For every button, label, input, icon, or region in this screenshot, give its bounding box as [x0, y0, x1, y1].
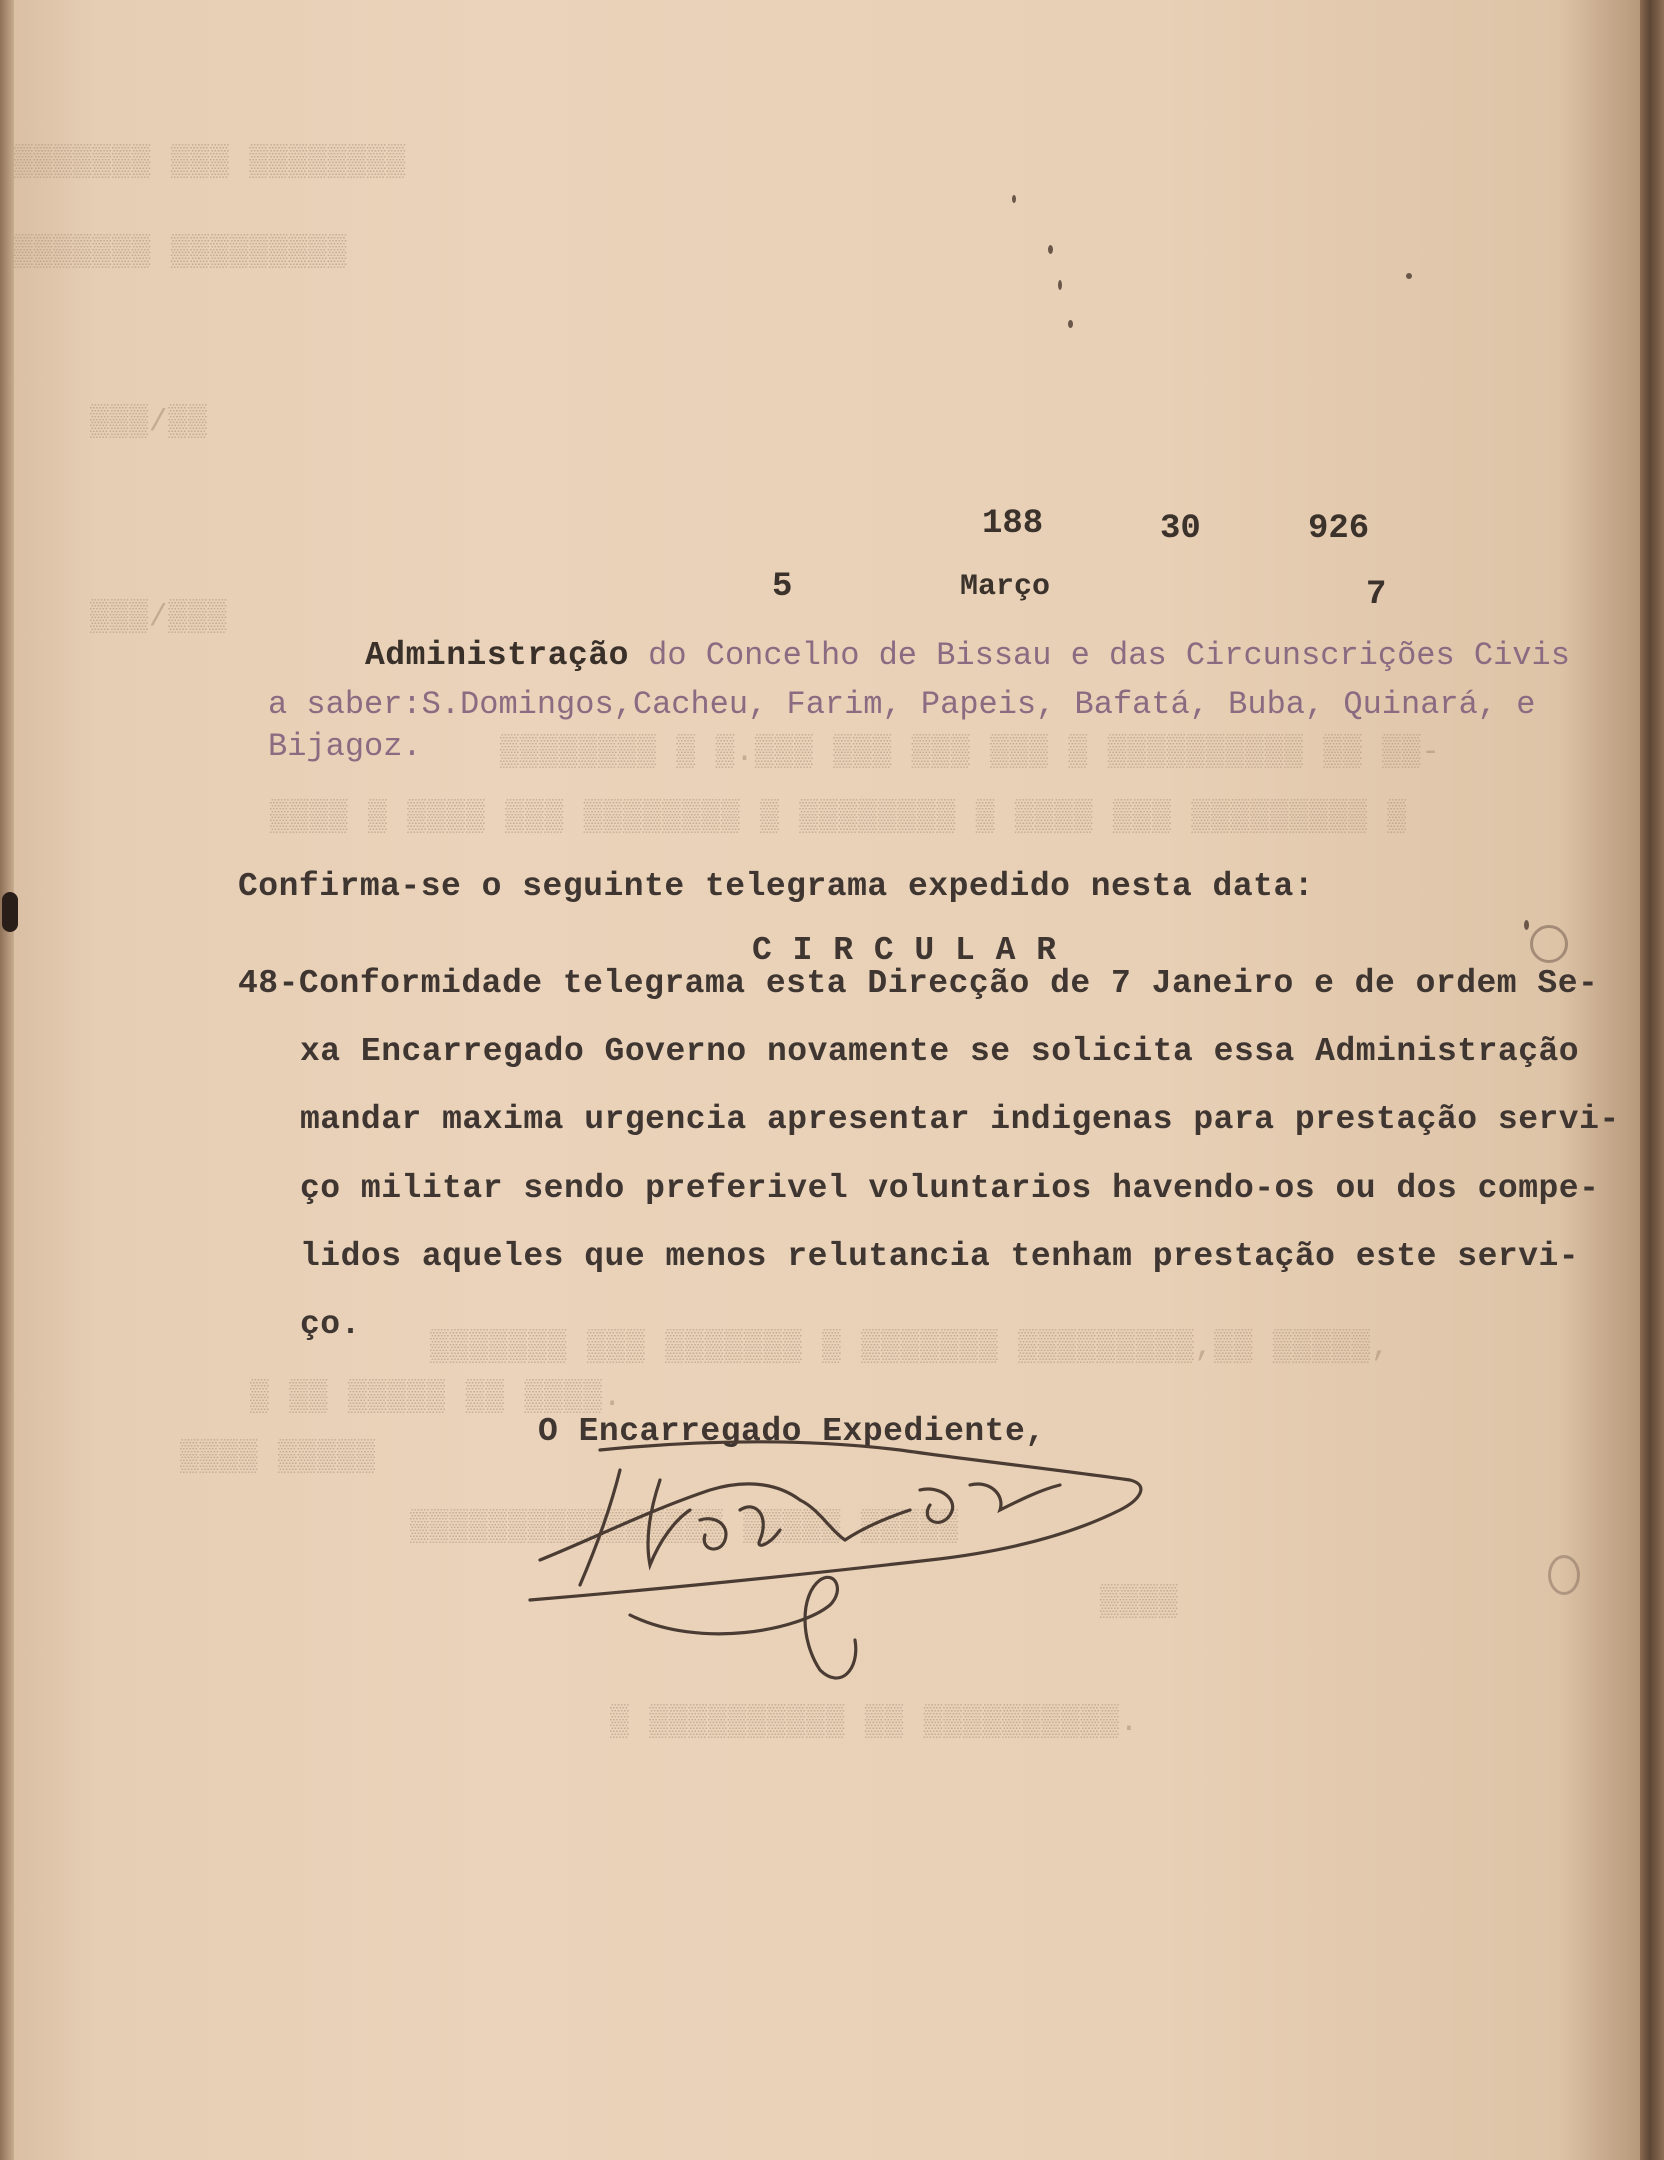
reference-number-2: 30	[1160, 510, 1201, 548]
bleed-through-text: ▒▒▒▒ ▒ ▒▒▒▒ ▒▒▒ ▒▒▒▒▒▒▒▒ ▒ ▒▒▒▒▒▒▒▒ ▒ ▒▒▒▒ ▒▒▒ ▒▒▒▒▒▒▒▒▒ ▒	[270, 800, 1407, 835]
body-line-6: ço.	[300, 1306, 361, 1343]
bleed-through-text: ▒ ▒▒ ▒▒▒▒▒ ▒▒ ▒▒▒▒.	[250, 1380, 623, 1415]
signatory-line: O Encarregado Expediente,	[538, 1413, 1046, 1450]
bleed-through-text: ▒▒▒▒▒▒▒▒ ▒ ▒.▒▒▒ ▒▒▒ ▒▒▒ ▒▒▒ ▒ ▒▒▒▒▒▒▒▒▒▒ ▒▒ ▒▒-	[500, 735, 1441, 770]
bleed-through-text: ▒▒▒/▒▒	[90, 405, 208, 440]
body-line-3: mandar maxima urgencia apresentar indigenas para prestação servi-	[300, 1101, 1620, 1138]
date-year: 7	[1366, 576, 1387, 614]
bleed-through-text: ▒ ▒▒▒▒▒▒▒▒▒▒ ▒▒ ▒▒▒▒▒▒▒▒▒▒.	[610, 1705, 1140, 1740]
addressee-line-1	[365, 637, 1570, 674]
bleed-through-text: ▒▒▒/▒▒▒	[90, 600, 228, 635]
date-month: Março	[960, 570, 1051, 604]
addressee-text: do Concelho de Bissau e das Circunscrições Civis	[628, 637, 1570, 674]
bleed-through-text: ▒▒▒▒ ▒▒▒▒▒	[180, 1440, 377, 1475]
addressee-line-2: a saber:S.Domingos,Cacheu, Farim, Papeis, Bafatá, Buba, Quinará, e	[268, 686, 1536, 723]
bleed-through-text: ▒▒▒▒▒▒▒▒▒▒▒▒▒▒▒▒ ▒▒▒▒▒ ▒▒▒▒▒	[410, 1510, 959, 1545]
stain-mark	[1530, 925, 1568, 963]
body-line-2: xa Encarregado Governo novamente se solicita essa Administração	[300, 1033, 1580, 1070]
binding-hole	[2, 892, 18, 932]
body-line-4: ço militar sendo preferivel voluntarios havendo-os ou dos compe-	[300, 1170, 1600, 1207]
addressee-title: Administração	[365, 637, 629, 674]
page-edge	[1640, 0, 1664, 2160]
bleed-through-text: ▒▒▒▒▒▒▒ ▒▒▒ ▒▒▒▒▒▒▒ ▒ ▒▒▒▒▒▒▒ ▒▒▒▒▒▒▒▒▒,▒▒ ▒▒▒▒▒,	[430, 1330, 1391, 1365]
bleed-through-text: ▒▒▒▒▒▒▒ ▒▒▒▒▒▒▒▒▒	[14, 235, 348, 270]
bleed-through-text: ▒▒▒▒▒▒▒ ▒▒▒ ▒▒▒▒▒▒▒▒	[14, 145, 407, 180]
body-line-1: 48-Conformidade telegrama esta Direcção de 7 Janeiro e de ordem Se-	[238, 965, 1599, 1002]
addressee-line-3: Bijagoz.	[268, 728, 422, 765]
bleed-through-text: ▒▒▒▒	[1100, 1585, 1179, 1620]
intro-line: Confirma-se o seguinte telegrama expedido nesta data:	[238, 868, 1315, 905]
stain-mark	[1548, 1555, 1580, 1595]
binding-gutter	[0, 0, 14, 2160]
date-day: 5	[772, 568, 793, 606]
circular-heading: C I R C U L A R	[752, 932, 1057, 969]
handwritten-signature	[500, 1390, 1180, 1690]
reference-number-3: 926	[1308, 510, 1370, 548]
body-line-5: lidos aqueles que menos relutancia tenham prestação este servi-	[300, 1238, 1580, 1275]
reference-number-1: 188	[982, 505, 1044, 543]
